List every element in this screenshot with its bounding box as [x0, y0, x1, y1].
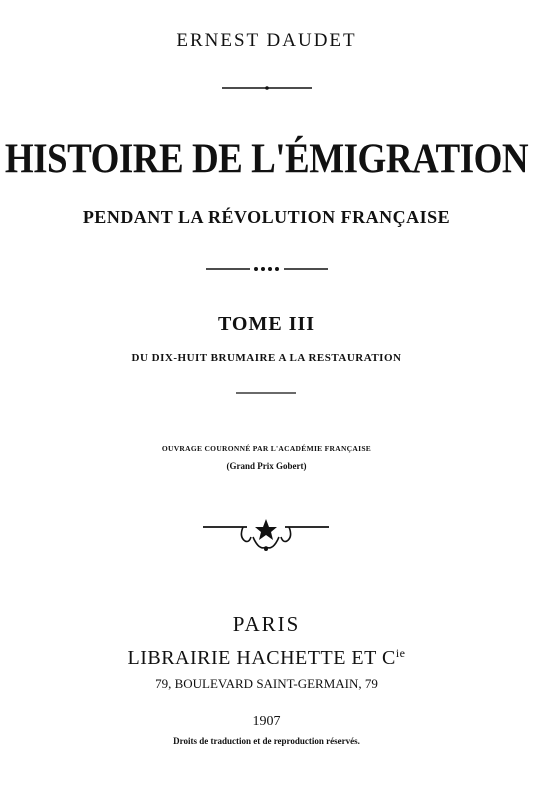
award-note: OUVRAGE COURONNÉ PAR L'ACADÉMIE FRANÇAISE	[161, 444, 372, 453]
imprint-address: 79, BOULEVARD SAINT-GERMAIN, 79	[155, 676, 378, 691]
publisher-suffix: ie	[395, 646, 406, 660]
rights-notice: Droits de traduction et de reproduction réservés.	[173, 736, 360, 746]
imprint-year: 1907	[252, 714, 281, 729]
short-rule-ornament-2	[236, 391, 296, 395]
book-subtitle: PENDANT LA RÉVOLUTION FRANÇAISE	[82, 207, 451, 227]
prize-note: (Grand Prix Gobert)	[226, 461, 307, 471]
book-title: HISTOIRE DE L'ÉMIGRATION	[4, 135, 529, 184]
fleuron-ornament	[203, 517, 329, 553]
short-rule-ornament-1	[222, 85, 312, 91]
imprint-city: PARIS	[232, 612, 301, 636]
volume-label: TOME III	[217, 313, 316, 335]
imprint-publisher	[0, 646, 533, 670]
author-name: ERNEST DAUDET	[176, 30, 357, 51]
volume-subtitle: DU DIX-HUIT BRUMAIRE A LA RESTAURATION	[131, 352, 402, 364]
dotted-rule-ornament	[206, 265, 328, 273]
publisher-name: LIBRAIRIE HACHETTE ET C	[127, 647, 396, 669]
